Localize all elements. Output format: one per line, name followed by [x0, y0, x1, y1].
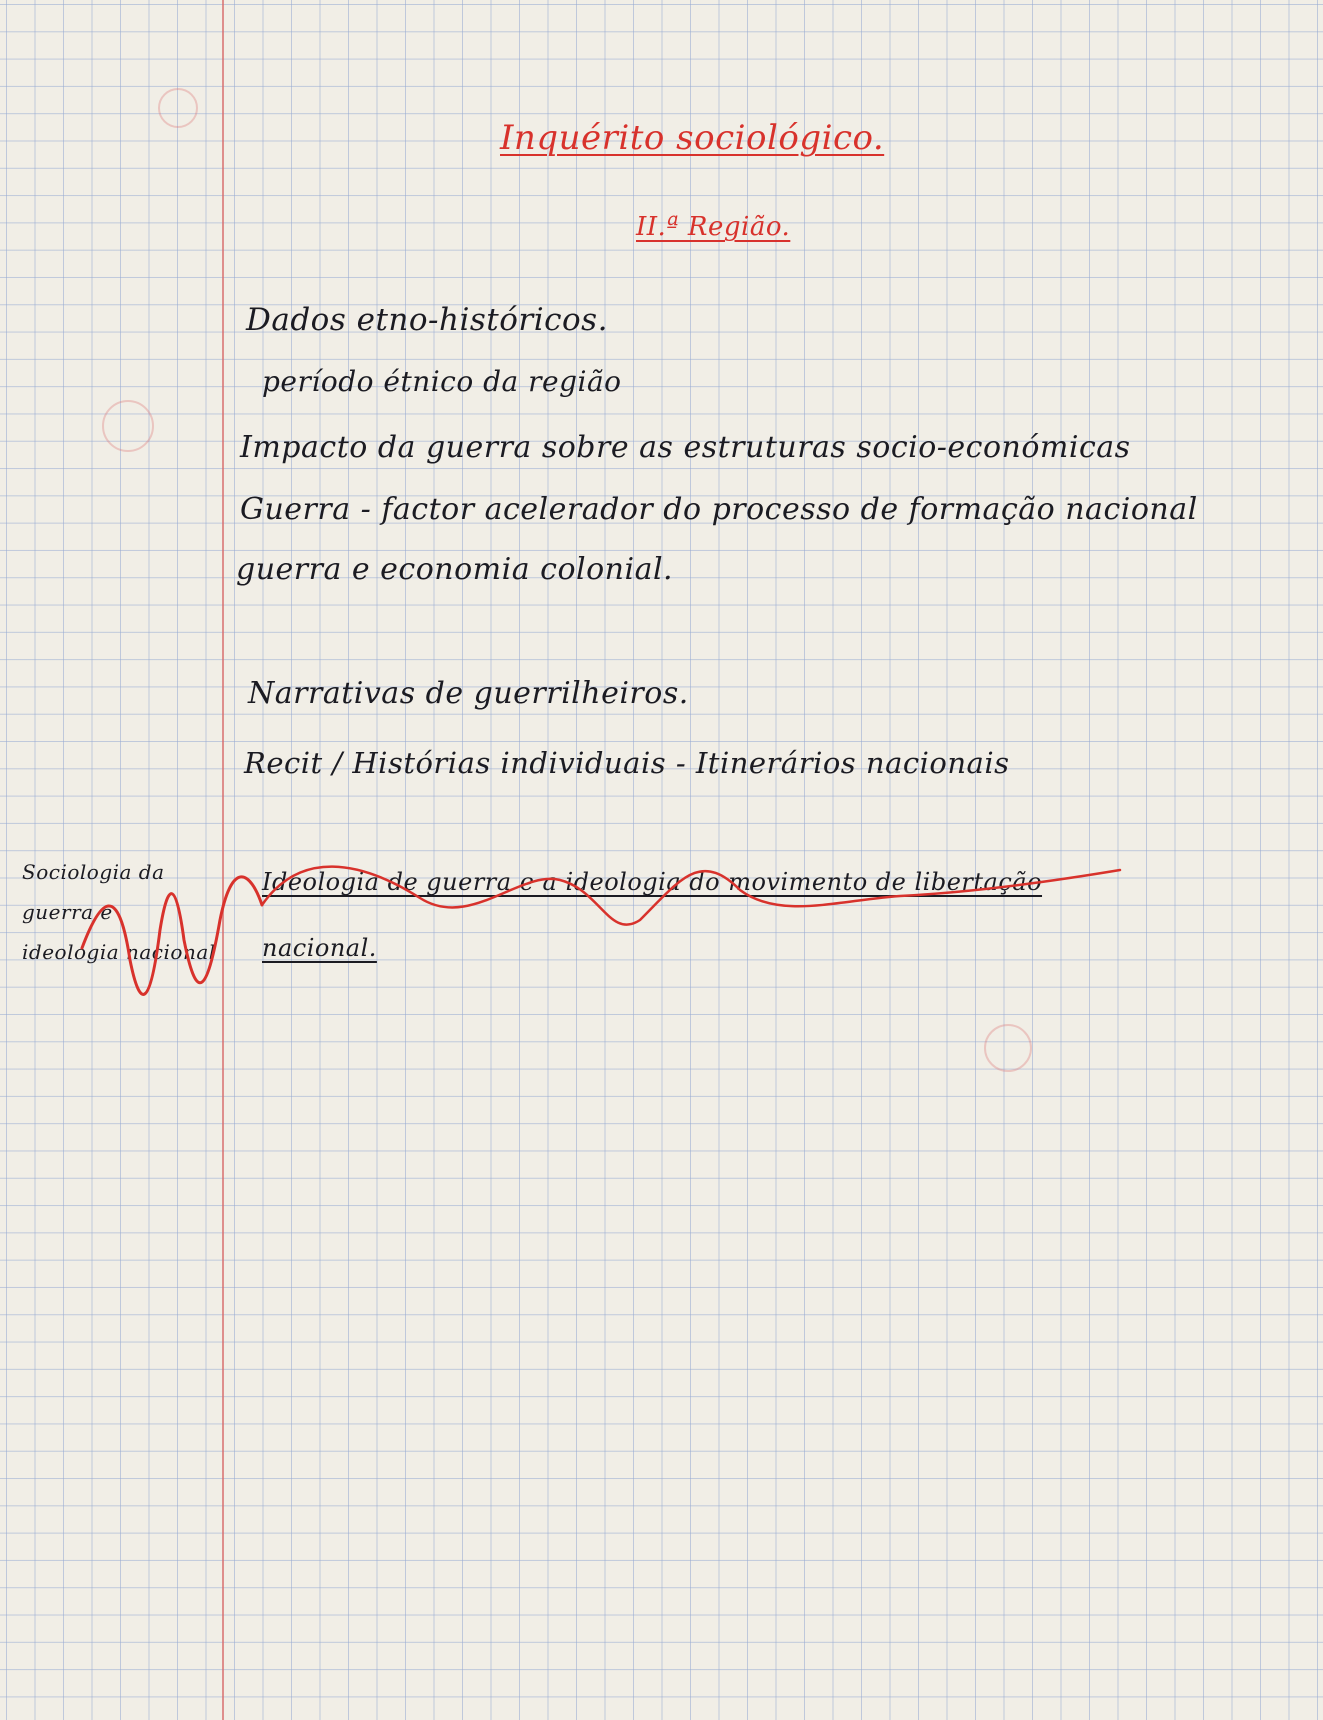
margin-note-line: ideologia nacional — [22, 940, 216, 964]
note-line: guerra e economia colonial. — [236, 552, 674, 587]
note-line: Impacto da guerra sobre as estruturas socio-económicas — [240, 430, 1131, 465]
note-line: Recit / Histórias individuais - Itinerários nacionais — [244, 746, 1010, 780]
note-line: Dados etno-históricos. — [246, 302, 608, 338]
red-wave-line — [262, 867, 1120, 925]
red-zigzag-mark — [82, 877, 262, 995]
margin-note-line: Sociologia da — [22, 860, 165, 884]
note-line: período étnico da região — [262, 365, 622, 398]
note-line: Guerra - factor acelerador do processo de formação nacional — [240, 492, 1198, 527]
note-line-underlined: nacional. — [262, 934, 377, 962]
note-line: Narrativas de guerrilheiros. — [248, 676, 689, 711]
page-subtitle: II.ª Região. — [636, 212, 791, 242]
note-line-underlined: Ideologia de guerra e a ideologia do movimento de libertação — [262, 868, 1043, 896]
page-title: Inquérito sociológico. — [500, 118, 885, 158]
margin-note-line: guerra e — [22, 900, 113, 924]
